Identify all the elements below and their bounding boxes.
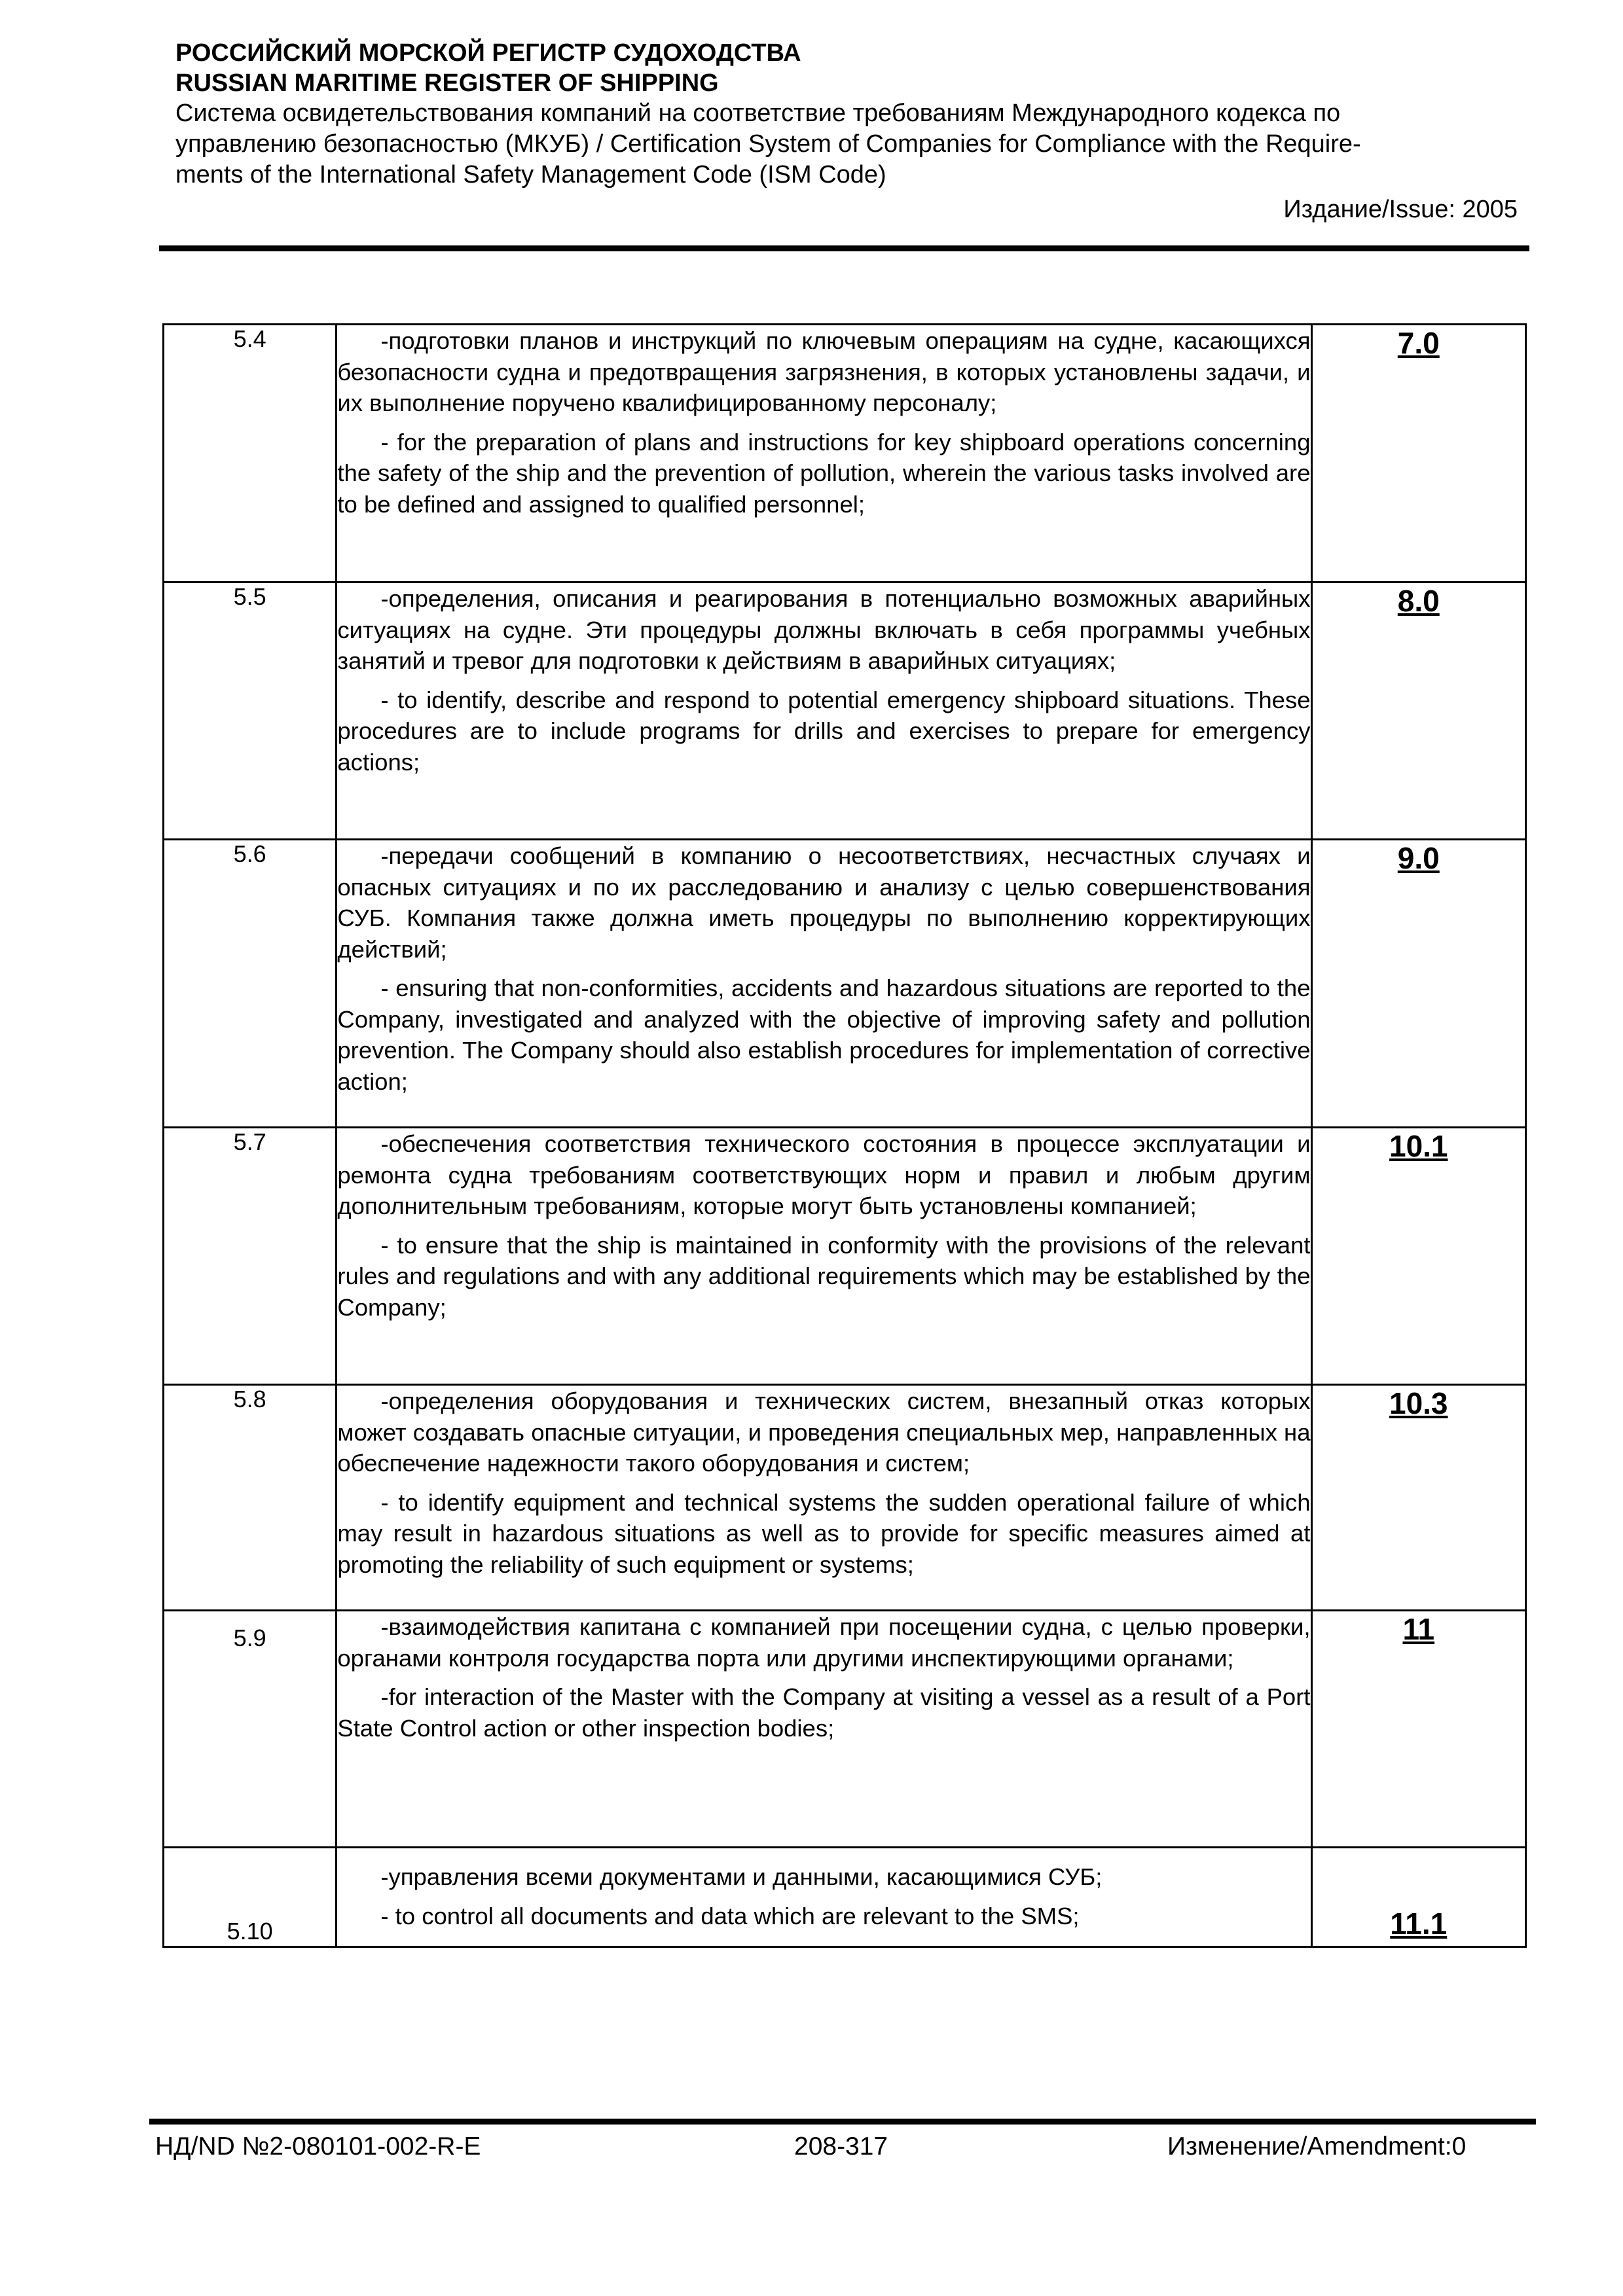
row-text-en: - to identify equipment and technical systems the sudden operational failure of which may result in hazardous situations as well as to provide for specific measures aimed at promoting the reliability of such equipment or systems; [337, 1488, 1311, 1578]
row-text [337, 1611, 1311, 1848]
table-row [164, 1128, 1526, 1385]
row-reference: 10.1 [1311, 1128, 1525, 1385]
table-row [164, 583, 1526, 840]
header-title-ru: РОССИЙСКИЙ МОРСКОЙ РЕГИСТР СУДОХОДСТВА [175, 39, 801, 67]
row-text-ru: -взаимодействия капитана с компанией при посещении судна, с целью проверки, органами контроля государства порта или другими инспектирующими органами; [337, 1613, 1311, 1672]
header-issue: Издание/Issue: 2005 [1283, 196, 1518, 223]
row-text-ru: -управления всеми документами и данными, касающимися СУБ; [380, 1863, 1103, 1890]
header-divider [159, 245, 1529, 251]
row-number: 5.7 [164, 1128, 337, 1385]
row-text-en: - to ensure that the ship is maintained in conformity with the provisions of the relevant rules and regulations and with any additional requirements which may be established by the Company; [337, 1231, 1311, 1321]
row-number: 5.10 [164, 1848, 337, 1947]
row-reference: 11 [1311, 1611, 1525, 1848]
row-text [337, 840, 1311, 1128]
row-text-ru: -определения, описания и реагирования в потенциально возможных аварийных ситуациях на судне. Эти процедуры должны включать в себя программы учебных занятий и тревог для подготовки к действиям в аварийных ситуациях; [337, 585, 1311, 674]
row-reference: 8.0 [1311, 583, 1525, 840]
row-text-ru: -обеспечения соответствия технического состояния в процессе эксплуатации и ремонта судна требованиям соответствующих норм и правил и любым другим дополнительным требованиям, которые могут быть установлены компанией; [337, 1130, 1311, 1219]
row-text-en: - ensuring that non-conformities, accidents and hazardous situations are reported to the Company, investigated and analyzed with the objective of improving safety and pollution prevention. The Company should also establish procedures for implementation of corrective action; [337, 975, 1311, 1095]
row-text-ru: -подготовки планов и инструкций по ключевым операциям на судне, касающихся безопасности судна и предотвращения загрязнения, в которых установлены задачи, и их выполнение поручено квалифицированному персоналу; [337, 327, 1311, 416]
row-reference: 10.3 [1311, 1385, 1525, 1611]
row-text-en: - for the preparation of plans and instructions for key shipboard operations concerning the safety of the ship and the prevention of pollution, wherein the various tasks involved are to be defined and assigned to qualified personnel; [337, 428, 1311, 518]
row-text [337, 1848, 1311, 1947]
row-text [337, 1385, 1311, 1611]
row-number: 5.6 [164, 840, 337, 1128]
row-text [337, 1128, 1311, 1385]
footer-page-number: 208-317 [794, 2132, 888, 2161]
row-number: 5.4 [164, 325, 337, 583]
row-text-ru: -определения оборудования и технических систем, внезапный отказ которых может создавать опасные ситуации, и проведения специальных мер, направленных на обеспечение надежности такого оборудования и систем; [337, 1388, 1311, 1477]
footer-amendment: Изменение/Amendment:0 [1167, 2132, 1467, 2161]
row-text-en: - to control all documents and data which are relevant to the SMS; [380, 1902, 1080, 1929]
row-text-en: -for interaction of the Master with the Company at visiting a vessel as a result of a Port State Control action or other inspection bodies; [337, 1683, 1311, 1742]
row-number: 5.8 [164, 1385, 337, 1611]
table-row [164, 325, 1526, 583]
table-row [164, 1848, 1526, 1947]
row-text-ru: -передачи сообщений в компанию о несоответствиях, несчастных случаях и опасных ситуациях и по их расследованию и анализу с целью совершенствования СУБ. Компания также должна иметь процедуры по выполнению корректирующих действий; [337, 842, 1311, 963]
footer-divider [149, 2119, 1536, 2125]
row-reference: 11.1 [1311, 1848, 1525, 1947]
header-description-line-2: управлению безопасностью (МКУБ) / Certification System of Companies for Compliance with the Require- [175, 130, 1361, 158]
page-header [175, 38, 1524, 225]
row-text [337, 583, 1311, 840]
row-reference: 9.0 [1311, 840, 1525, 1128]
row-number: 5.5 [164, 583, 337, 840]
header-title-en: RUSSIAN MARITIME REGISTER OF SHIPPING [175, 69, 719, 97]
row-number: 5.9 [164, 1611, 337, 1848]
footer-document-number: НД/ND №2-080101-002-R-E [155, 2132, 481, 2161]
table-row [164, 840, 1526, 1128]
row-reference: 7.0 [1311, 325, 1525, 583]
header-description-line-3: ments of the International Safety Management Code (ISM Code) [175, 161, 886, 188]
row-text [337, 325, 1311, 583]
table-row [164, 1611, 1526, 1848]
header-description-line-1: Система освидетельствования компаний на соответствие требованиям Международного кодекса по [175, 99, 1341, 127]
requirements-table [162, 323, 1527, 1948]
table-row [164, 1385, 1526, 1611]
row-text-en: - to identify, describe and respond to potential emergency shipboard situations. These procedures are to include programs for drills and exercises to prepare for emergency actions; [337, 686, 1311, 776]
